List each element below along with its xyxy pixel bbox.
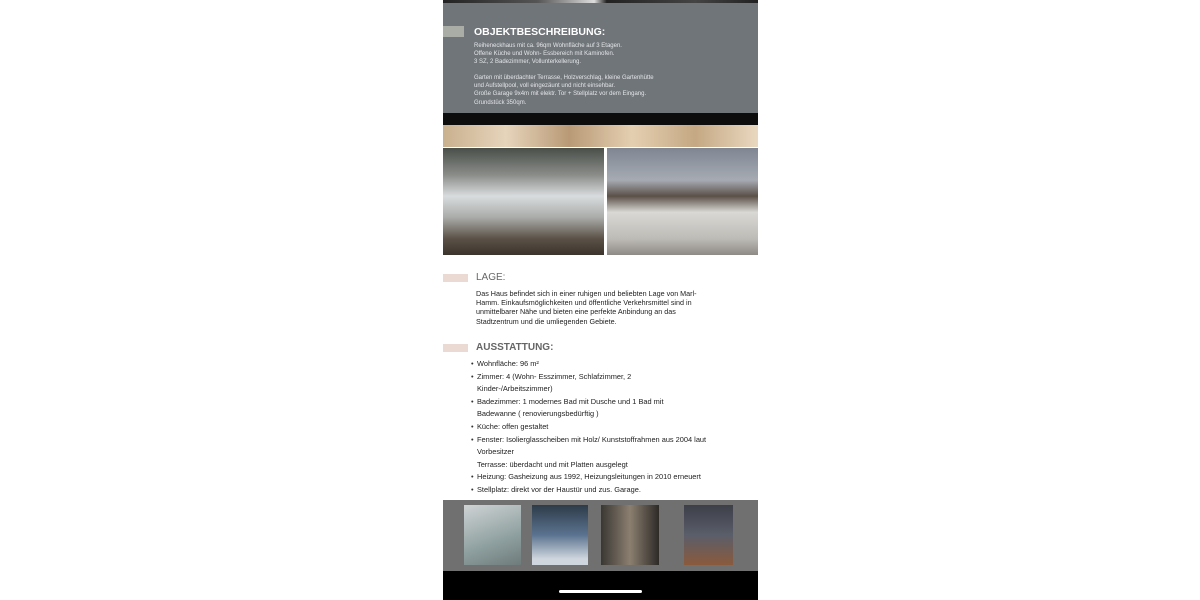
lage-text: Das Haus befindet sich in einer ruhigen und beliebten Lage von Marl-Hamm. Einkaufsmöglichkeiten und öffentliche Verkehrsmittel sind in unmittelbarer Nähe und bieten eine perfekte Anbindung an das Stadtzentrum und die umliegenden Gebiete.: [476, 289, 697, 326]
list-item: • Stellplatz: direkt vor der Haustür und zus. Garage.: [477, 484, 737, 497]
text-line: Große Garage 9x4m mit elektr. Tor + Stellplatz vor dem Eingang.: [474, 91, 647, 98]
text-line: 3 SZ, 2 Badezimmer, Vollunterkellerung.: [474, 59, 582, 66]
photo-banner: [443, 125, 758, 147]
section-marker: [443, 344, 468, 352]
objekt-panel: [443, 3, 758, 113]
list-item: • Heizung: Gasheizung aus 1992, Heizungsleitungen in 2010 erneuert: [477, 471, 737, 484]
thumbnail[interactable]: [684, 505, 733, 565]
ausstattung-list: [477, 358, 737, 497]
listing-page[interactable]: [443, 0, 758, 600]
list-item: • Badezimmer: 1 modernes Bad mit Dusche und 1 Bad mit Badewanne ( renovierungsbedürftig ): [477, 396, 677, 421]
text-line: Reiheneckhaus mit ca. 96qm Wohnfläche auf 3 Etagen.: [474, 43, 622, 49]
list-item: • Zimmer: 4 (Wohn- Esszimmer, Schlafzimmer, 2 Kinder-/Arbeitszimmer): [477, 371, 642, 396]
thumbnail[interactable]: [532, 505, 588, 565]
list-item: Terrasse: überdacht und mit Platten ausgelegt: [477, 459, 628, 469]
lage-title: LAGE:: [476, 272, 506, 283]
text-line: Garten mit überdachter Terrasse, Holzverschlag, kleine Gartenhütte: [474, 75, 654, 81]
text-line: und Aufstellpool, voll eingezäunt und nicht einsehbar.: [474, 83, 616, 90]
objekt-text-1: [474, 42, 622, 67]
text-line: Grundstück 350qm.: [474, 99, 527, 106]
thumbnail[interactable]: [601, 505, 659, 565]
thumbnail[interactable]: [464, 505, 521, 565]
section-marker: [443, 274, 468, 282]
text-line: Offene Küche und Wohn- Essbereich mit Kaminofen.: [474, 51, 615, 58]
list-item: • Wohnfläche: 96 m²: [477, 358, 737, 371]
section-marker: [443, 26, 464, 37]
home-indicator[interactable]: [559, 590, 642, 593]
ausstattung-title: AUSSTATTUNG:: [476, 342, 554, 353]
bedroom-photo[interactable]: [607, 148, 758, 255]
list-item: • Fenster: Isolierglasscheiben mit Holz/ Kunststoffrahmen aus 2004 laut Vorbesitzer: [477, 434, 712, 459]
objekt-title: OBJEKTBESCHREIBUNG:: [474, 26, 606, 38]
bottom-bar: [443, 571, 758, 600]
divider: [443, 113, 758, 125]
objekt-text-2: [474, 74, 654, 107]
list-item: • Küche: offen gestaltet: [477, 421, 737, 434]
thumbnail-strip: [443, 500, 758, 571]
garden-photo[interactable]: [443, 148, 604, 255]
